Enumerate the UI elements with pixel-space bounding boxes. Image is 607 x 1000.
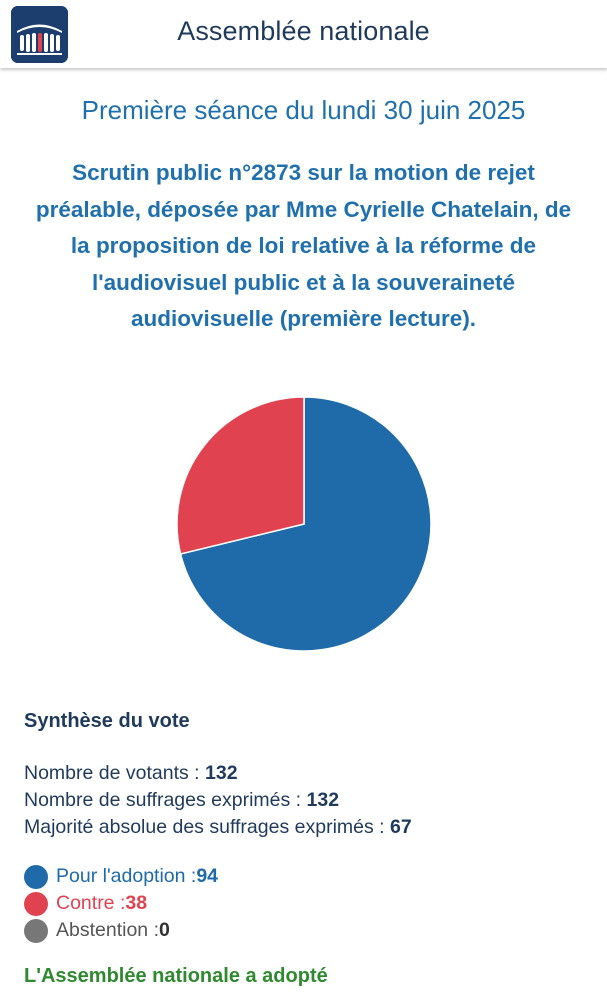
legend-label-contre: Contre : xyxy=(56,892,126,914)
legend-value-contre: 38 xyxy=(125,892,148,914)
synthese-title: Synthèse du vote xyxy=(24,710,190,732)
majorite-line xyxy=(24,814,412,841)
legend-dot-pour xyxy=(24,865,48,889)
vote-legend xyxy=(24,863,218,944)
scrutin-description: Scrutin public n°2873 sur la motion de rejet préalable, déposée par Mme Cyrielle Chatelain, de la proposition de loi relative à la réforme de l'audiovisuel public et à la souveraineté audiovisuelle (première lecture). xyxy=(35,160,572,331)
votants-label: Nombre de votants : xyxy=(24,762,206,784)
legend-label-abstention: Abstention : xyxy=(56,919,159,941)
legend-dot-abstention xyxy=(24,919,48,943)
legend-row-contre xyxy=(24,890,218,917)
app-title: Assemblée nationale xyxy=(177,16,430,46)
majorite-label: Majorité absolue des suffrages exprimés : xyxy=(24,816,390,838)
votants-value: 132 xyxy=(205,762,238,784)
legend-value-abstention: 0 xyxy=(158,919,170,941)
vote-stats xyxy=(24,760,412,841)
vote-pie-chart xyxy=(172,392,436,656)
legend-dot-contre xyxy=(24,892,48,916)
session-title: Première séance du lundi 30 juin 2025 xyxy=(81,95,526,125)
legend-row-abstention xyxy=(24,917,218,944)
legend-row-pour xyxy=(24,863,218,890)
votants-line xyxy=(24,760,412,787)
legend-label-pour: Pour l'adoption : xyxy=(56,865,197,887)
suffrages-line xyxy=(24,787,412,814)
suffrages-value: 132 xyxy=(306,789,340,811)
app-header xyxy=(0,0,607,68)
vote-result: L'Assemblée nationale a adopté xyxy=(24,965,328,987)
legend-value-pour: 94 xyxy=(196,865,219,887)
majorite-value: 67 xyxy=(390,816,412,838)
suffrages-label: Nombre de suffrages exprimés : xyxy=(24,789,307,811)
